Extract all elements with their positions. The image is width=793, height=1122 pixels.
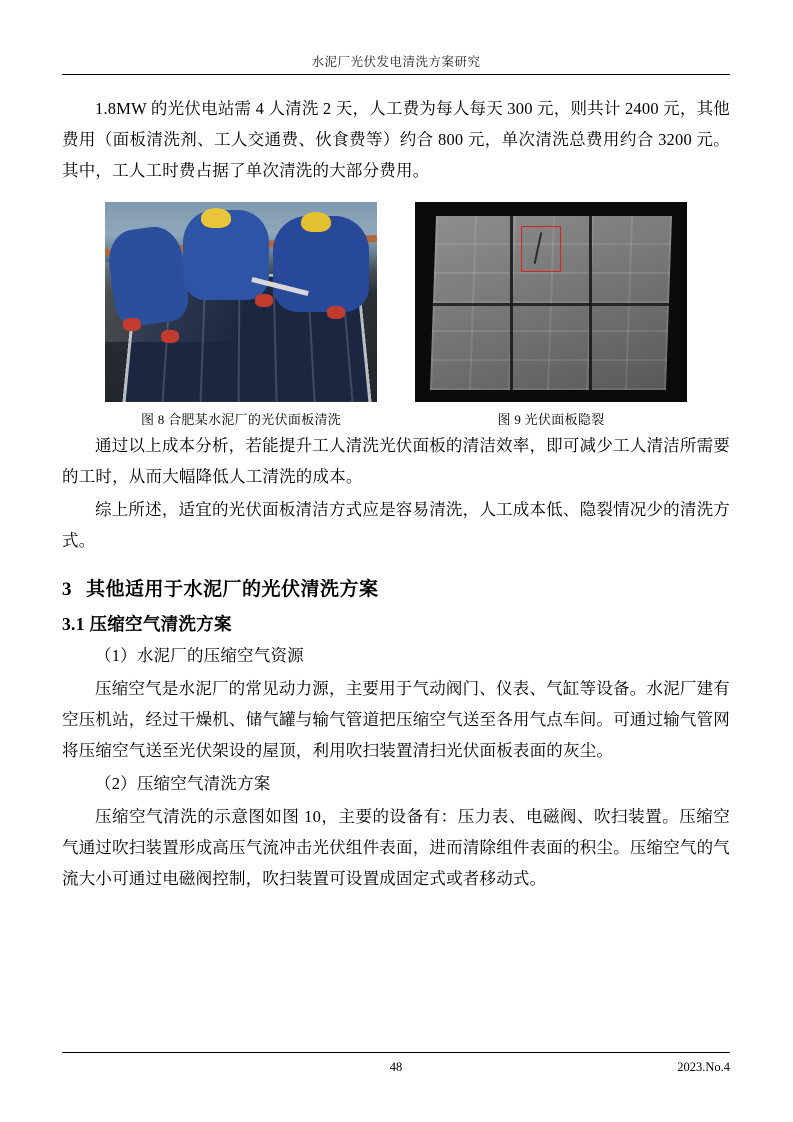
glove-1 (123, 318, 141, 331)
header-divider (62, 74, 730, 75)
page-content (62, 52, 730, 896)
section-title: 其他适用于水泥厂的光伏清洗方案 (86, 579, 379, 600)
paragraph-air-plan-text: 压缩空气清洗的示意图如图 10，主要的设备有：压力表、电磁阀、吹扫装置。压缩空气通过吹扫装置形成高压气流冲击光伏组件表面，进而清除组件表面的积尘。压缩空气的气流大小可通过电磁阀控制，吹扫装置可设置成固定式或者移动式。 (62, 807, 730, 888)
running-header: 水泥厂光伏发电清洗方案研究 (311, 55, 481, 69)
issue-label: 2023.No.4 (677, 1060, 730, 1074)
pv-panel-crack-image (415, 202, 687, 402)
glove-2 (161, 330, 179, 343)
glove-4 (327, 306, 345, 319)
crack-highlight-box (521, 226, 561, 272)
section-number: 3 (62, 579, 72, 600)
subsection-heading-3-1: 3.1 压缩空气清洗方案 (62, 614, 232, 634)
paragraph-summary: 综上所述，适宜的光伏面板清洁方式应是容易清洗，人工成本低、隐裂情况少的清洗方式。 (62, 500, 730, 550)
worker-left (105, 223, 191, 328)
section-heading-3 (62, 574, 730, 601)
glove-3 (255, 294, 273, 307)
paragraph-air-resource-text: 压缩空气是水泥厂的常见动力源，主要用于气动阀门、仪表、气缸等设备。水泥厂建有空压机站，经过干燥机、储气罐与输气管道把压缩空气送至各用气点车间。可通过输气管网将压缩空气送至光伏架设的屋顶，利用吹扫装置清扫光伏面板表面的灰尘。 (62, 679, 730, 760)
helmet-right (301, 212, 331, 232)
pv-panel-cleaning-photo (105, 202, 377, 402)
page-footer (62, 1060, 730, 1075)
cell-divider-3 (433, 303, 669, 306)
paragraph-air-resource-label: （1）水泥厂的压缩空气资源 (95, 646, 304, 665)
figure-9 (415, 202, 687, 428)
figure-8 (105, 202, 377, 428)
figure-9-caption: 图 9 光伏面板隐裂 (497, 412, 605, 427)
figure-row (62, 202, 730, 428)
figure-8-caption: 图 8 合肥某水泥厂的光伏面板清洗 (140, 412, 342, 427)
helmet-center (201, 208, 231, 228)
footer-divider (62, 1052, 730, 1053)
page-number: 48 (389, 1060, 403, 1074)
paragraph-efficiency: 通过以上成本分析，若能提升工人清洗光伏面板的清洁效率，即可减少工人清洁所需要的工时，从而大幅降低人工清洗的成本。 (62, 436, 730, 486)
paragraph-air-plan-label: （2）压缩空气清洗方案 (95, 774, 271, 793)
paragraph-cost-analysis: 1.8MW 的光伏电站需 4 人清洗 2 天，人工费为每人每天 300 元，则共计 2400 元，其他费用（面板清洗剂、工人交通费、伙食费等）约合 800 元，单次清洗总费用约合 3200 元。其中，工人工时费占据了单次清洗的大部分费用。 (62, 99, 730, 180)
